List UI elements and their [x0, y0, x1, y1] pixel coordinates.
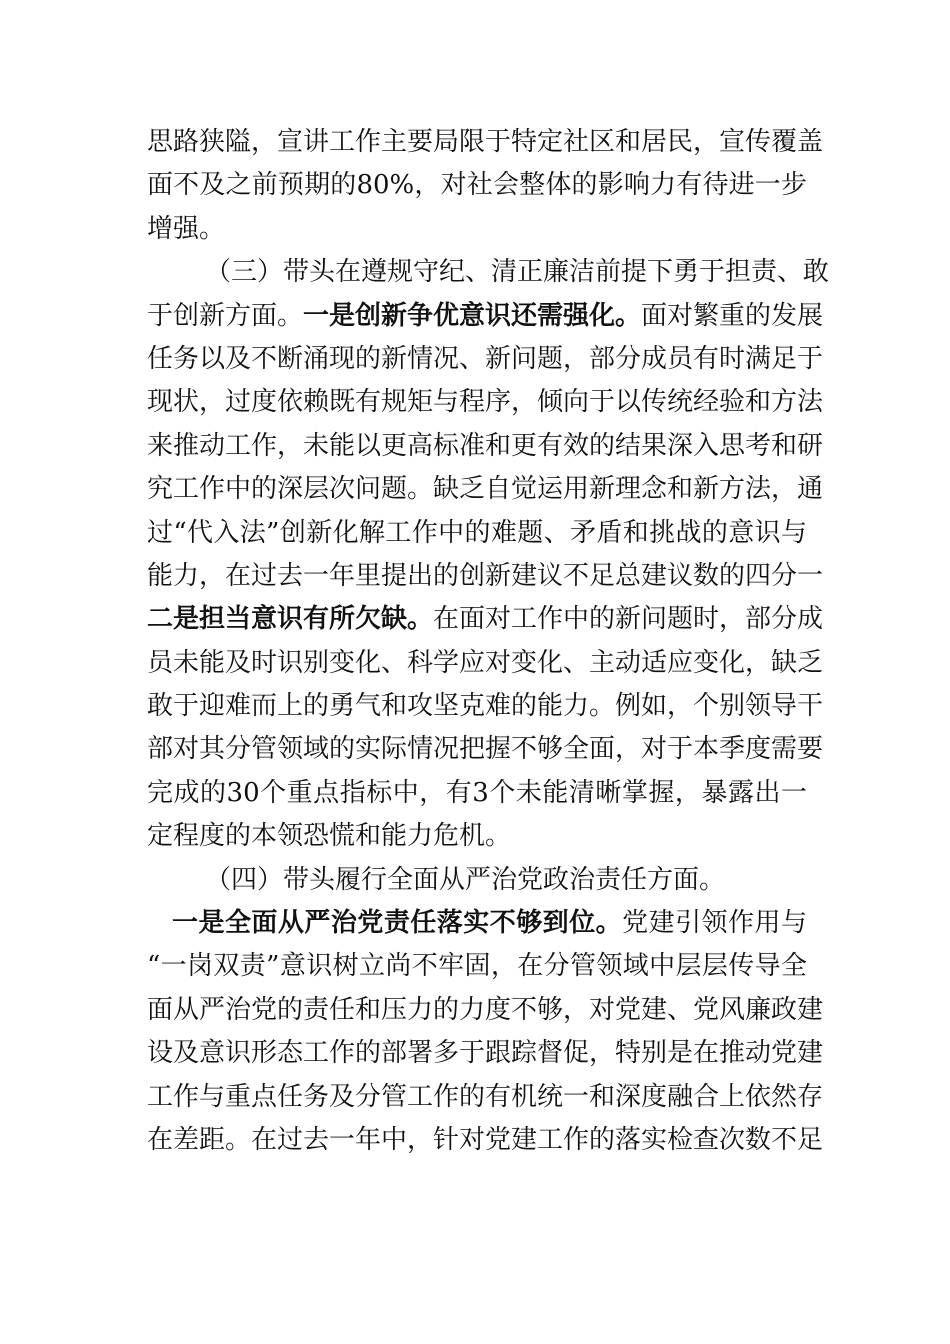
text-line: [147, 208, 807, 251]
text-line: [147, 772, 807, 815]
body-text: 工作与重点任务及分管工作的有机统一和深度融合上依然存: [147, 1081, 824, 1112]
text-line: [147, 1032, 824, 1075]
body-text: （三）带头在遵规守纪、清正廉洁前提下勇于担责、敢: [205, 257, 830, 288]
body-text: 来推动工作，未能以更高标准和更有效的结果深入思考和研: [147, 430, 824, 461]
bold-heading-text: 一是创新争优意识还需强化。: [303, 300, 642, 331]
body-text: 设及意识形态工作的部署多于跟踪督促，特别是在推动党建: [147, 1038, 824, 1069]
body-text: 究工作中的深层次问题。缺乏自觉运用新理念和新方法，通: [147, 474, 824, 505]
text-line: [147, 338, 824, 381]
text-line: [147, 1076, 824, 1119]
body-text: 任务以及不断涌现的新情况、新问题，部分成员有时满足于: [147, 343, 824, 374]
text-line: [147, 685, 824, 728]
text-line: [147, 381, 824, 424]
body-text: 面从严治党的责任和压力的力度不够，对党建、党风廉政建: [147, 994, 824, 1025]
text-line: [147, 859, 807, 902]
body-text: 过“代入法”创新化解工作中的难题、矛盾和挑战的意识与: [147, 517, 807, 548]
body-text: 定程度的本领恐慌和能力危机。: [147, 821, 512, 852]
text-line: [147, 902, 807, 945]
text-line: [147, 295, 824, 338]
body-text: “一岗双责”意识树立尚不牢固，在分管领域中层层传导全: [147, 951, 807, 982]
text-line: [147, 555, 824, 598]
text-line: [147, 425, 824, 468]
text-line: [147, 815, 807, 858]
body-text: 现状，过度依赖既有规矩与程序，倾向于以传统经验和方法: [147, 387, 824, 418]
text-line: [147, 1119, 824, 1162]
body-text: 党建引领作用与: [622, 908, 807, 939]
text-line: [147, 642, 824, 685]
body-text: 于创新方面。: [147, 300, 304, 331]
body-text: 能力，在过去一年里提出的创新建议不足总建议数的四分一: [147, 560, 824, 591]
text-line: [147, 512, 807, 555]
bold-heading-text: 一是全面从严治党责任落实不够到位。: [172, 908, 623, 939]
text-line: [147, 945, 807, 988]
text-line: [147, 598, 824, 641]
body-text: 面对繁重的发展: [641, 300, 824, 331]
body-text: （四）带头履行全面从严治党政治责任方面。: [205, 864, 726, 895]
text-line: [147, 121, 824, 164]
body-text: 在面对工作中的新问题时，部分成: [433, 604, 824, 635]
document-body: [147, 121, 830, 1162]
body-text: 面不及之前预期的80%，对社会整体的影响力有待进一步: [147, 170, 807, 201]
bold-heading-text: 二是担当意识有所欠缺。: [147, 604, 434, 635]
body-text: 敢于迎难而上的勇气和攻坚克难的能力。例如，个别领导干: [147, 691, 824, 722]
text-line: [147, 728, 824, 771]
body-text: 增强。: [147, 213, 226, 244]
body-text: 部对其分管领域的实际情况把握不够全面，对于本季度需要: [147, 734, 824, 765]
body-text: 员未能及时识别变化、科学应对变化、主动适应变化，缺乏: [147, 647, 824, 678]
text-line: [147, 989, 824, 1032]
text-line: [147, 468, 824, 511]
body-text: 完成的30个重点指标中，有3个未能清晰掌握，暴露出一: [147, 777, 807, 808]
body-text: 在差距。在过去一年中，针对党建工作的落实检查次数不足: [147, 1124, 824, 1155]
text-line: [147, 164, 807, 207]
text-line: [147, 251, 830, 294]
body-text: 思路狭隘，宣讲工作主要局限于特定社区和居民，宣传覆盖: [147, 127, 824, 157]
